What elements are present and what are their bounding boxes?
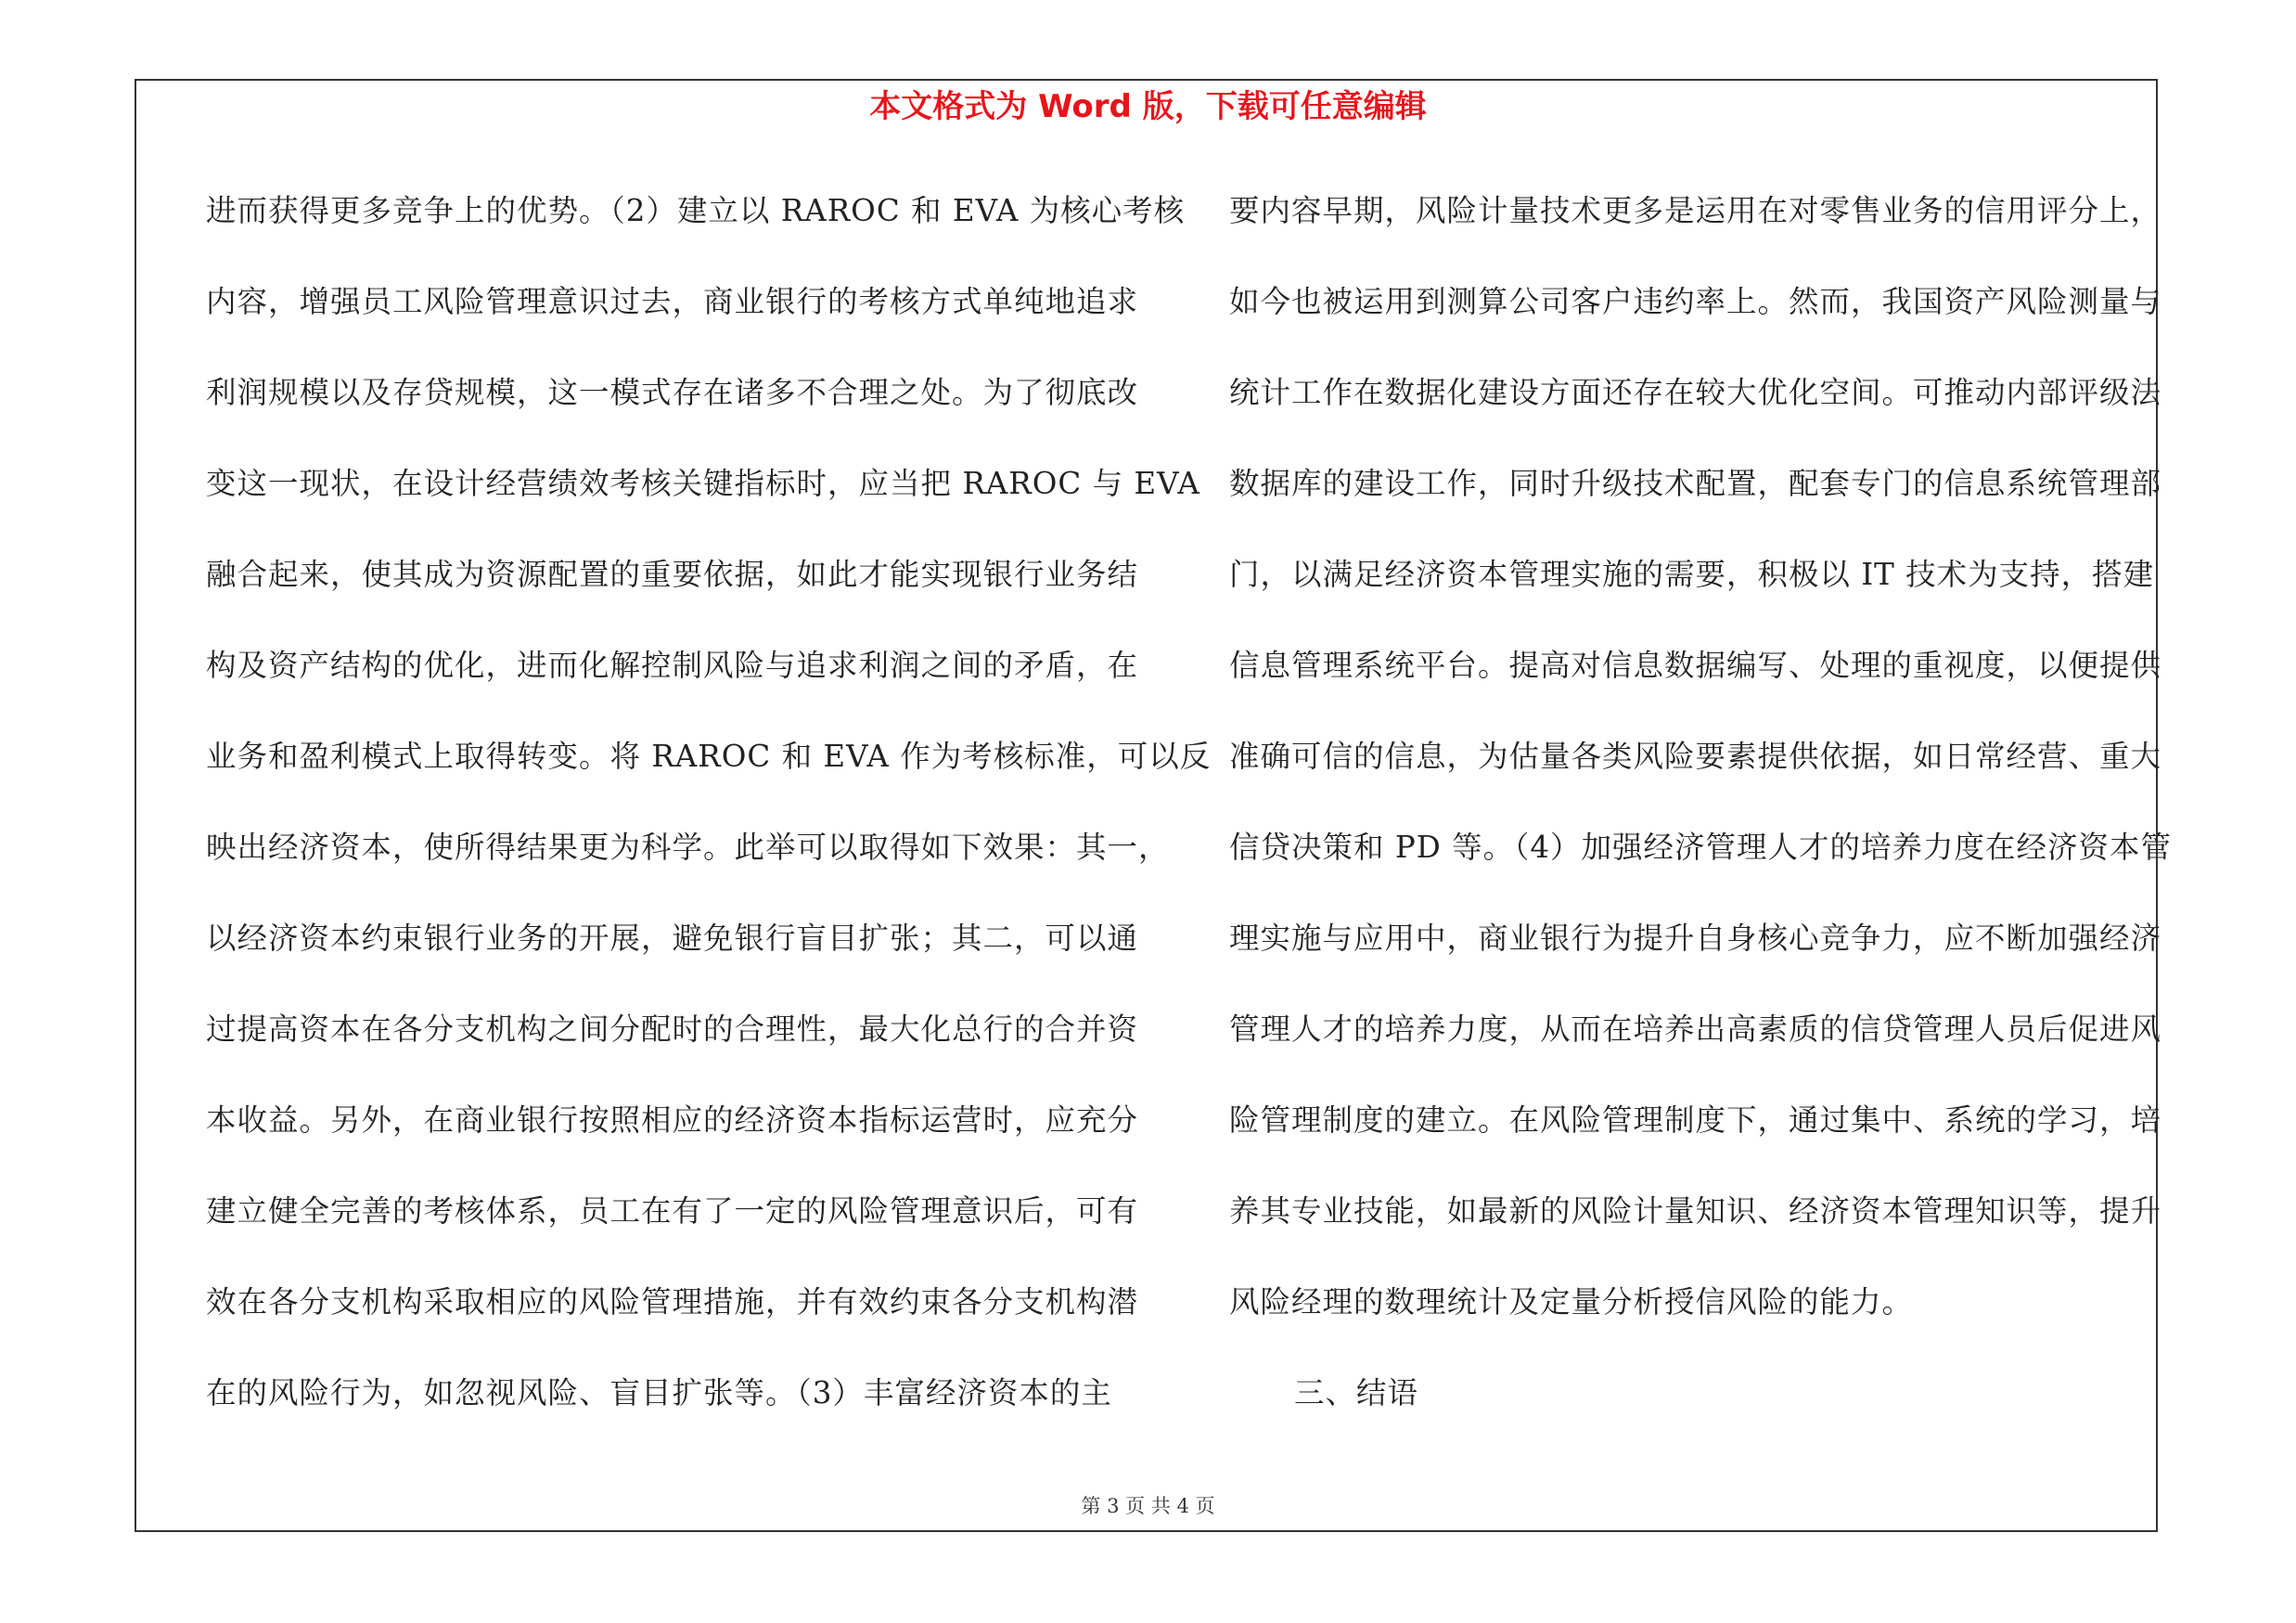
text-line: 在的风险行为，如忽视风险、盲目扩张等。（3）丰富经济资本的主	[206, 1375, 1112, 1410]
text-line: 以经济资本约束银行业务的开展，避免银行盲目扩张；其二，可以通	[206, 921, 1139, 956]
text-line: 风险经理的数理统计及定量分析授信风险的能力。	[1229, 1284, 1914, 1320]
text-line: 统计工作在数据化建设方面还存在较大优化空间。可推动内部评级法	[1229, 375, 2162, 410]
section-heading: 三、结语	[1294, 1375, 1419, 1410]
format-banner: 本文格式为 Word 版，下载可任意编辑	[869, 88, 1427, 125]
right-column	[1229, 186, 2173, 1459]
left-column	[206, 186, 1212, 1459]
text-line: 管理人才的培养力度，从而在培养出高素质的信贷管理人员后促进风	[1229, 1011, 2162, 1047]
text-line: 数据库的建设工作，同时升级技术配置，配套专门的信息系统管理部	[1229, 466, 2162, 501]
text-line: 进而获得更多竞争上的优势。（2）建立以 RAROC 和 EVA 为核心考核	[206, 193, 1186, 228]
text-line: 构及资产结构的优化，进而化解控制风险与追求利润之间的矛盾，在	[206, 648, 1139, 683]
text-line: 要内容早期，风险计量技术更多是运用在对零售业务的信用评分上，	[1229, 193, 2162, 228]
text-line: 变这一现状，在设计经营绩效考核关键指标时，应当把 RAROC 与 EVA	[206, 466, 1200, 501]
text-line: 融合起来，使其成为资源配置的重要依据，如此才能实现银行业务结	[206, 557, 1139, 592]
text-line: 信贷决策和 PD 等。（4）加强经济管理人才的培养力度在经济资本管	[1229, 830, 2173, 865]
text-line: 本收益。另外，在商业银行按照相应的经济资本指标运营时，应充分	[206, 1102, 1139, 1138]
text-line: 效在各分支机构采取相应的风险管理措施，并有效约束各分支机构潜	[206, 1284, 1139, 1320]
text-line: 如今也被运用到测算公司客户违约率上。然而，我国资产风险测量与	[1229, 284, 2162, 319]
text-line: 门，以满足经济资本管理实施的需要，积极以 IT 技术为支持，搭建	[1229, 557, 2155, 592]
text-line: 业务和盈利模式上取得转变。将 RAROC 和 EVA 作为考核标准，可以反	[206, 739, 1212, 774]
page-number: 第 3 页 共 4 页	[1081, 1495, 1215, 1517]
text-line: 养其专业技能，如最新的风险计量知识、经济资本管理知识等，提升	[1229, 1193, 2162, 1229]
text-line: 映出经济资本，使所得结果更为科学。此举可以取得如下效果：其一，	[206, 830, 1170, 865]
text-line: 建立健全完善的考核体系，员工在有了一定的风险管理意识后，可有	[206, 1193, 1139, 1229]
text-line: 过提高资本在各分支机构之间分配时的合理性，最大化总行的合并资	[206, 1011, 1139, 1047]
text-line: 信息管理系统平台。提高对信息数据编写、处理的重视度，以便提供	[1229, 648, 2162, 683]
text-line: 险管理制度的建立。在风险管理制度下，通过集中、系统的学习，培	[1229, 1102, 2162, 1138]
text-line: 利润规模以及存贷规模，这一模式存在诸多不合理之处。为了彻底改	[206, 375, 1139, 410]
text-line: 内容，增强员工风险管理意识过去，商业银行的考核方式单纯地追求	[206, 284, 1139, 319]
text-line: 理实施与应用中，商业银行为提升自身核心竞争力，应不断加强经济	[1229, 921, 2162, 956]
text-line: 准确可信的信息，为估量各类风险要素提供依据，如日常经营、重大	[1229, 739, 2162, 774]
